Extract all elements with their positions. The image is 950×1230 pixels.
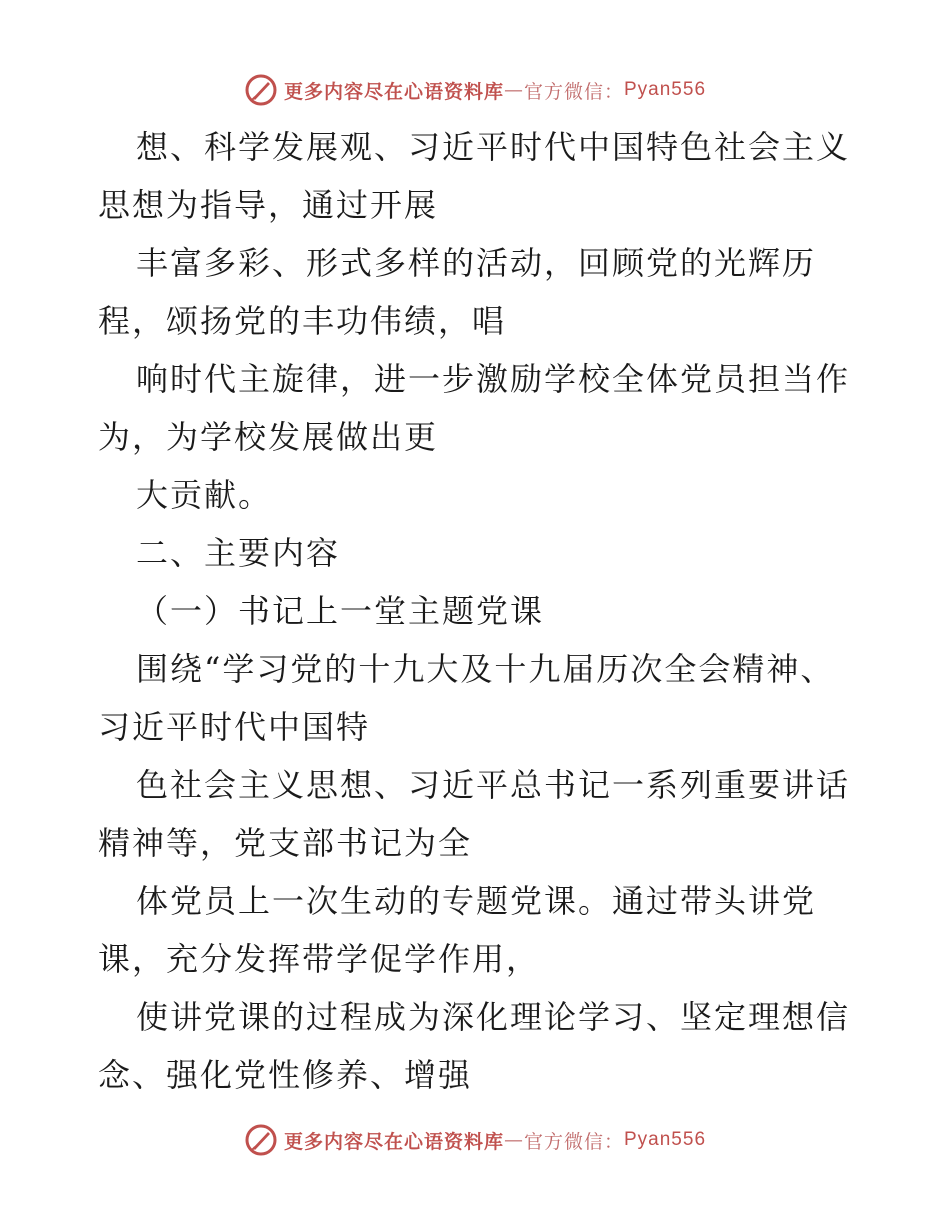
feather-pen-circle-icon <box>244 1123 278 1157</box>
section-heading: 二、主要内容 <box>136 534 341 572</box>
watermark-id: Pyan556 <box>624 1129 707 1150</box>
text-line: 体党员上一次生动的专题党课。通过带头讲党 <box>136 882 817 920</box>
text-line: 课，充分发挥带学促学作用， <box>98 940 541 978</box>
text-line: 为，为学校发展做出更 <box>98 418 439 456</box>
text-line: 习近平时代中国特 <box>98 708 371 746</box>
footer-watermark <box>0 1120 950 1160</box>
watermark-id: Pyan556 <box>624 79 707 100</box>
watermark-separator: — <box>503 79 524 101</box>
watermark-label: 官方微信： <box>523 80 624 103</box>
text-line: 使讲党课的过程成为深化理论学习、坚定理想信 <box>136 998 851 1036</box>
feather-pen-circle-icon <box>244 73 278 107</box>
text-line: 响时代主旋律，进一步激励学校全体党员担当作 <box>136 360 851 398</box>
text-line: 念、强化党性修养、增强 <box>98 1056 473 1094</box>
text-line: 大贡献。 <box>136 476 273 514</box>
watermark-label: 官方微信： <box>523 1130 624 1153</box>
header-watermark <box>0 70 950 110</box>
watermark-brand: 更多内容尽在心语资料库 <box>283 1130 504 1153</box>
watermark-brand: 更多内容尽在心语资料库 <box>283 80 504 103</box>
text-line: 色社会主义思想、习近平总书记一系列重要讲话 <box>136 766 851 804</box>
text-line: 丰富多彩、形式多样的活动，回顾党的光辉历 <box>136 244 817 282</box>
text-line: 想、科学发展观、习近平时代中国特色社会主义 <box>136 128 851 166</box>
text-line: 思想为指导，通过开展 <box>98 186 439 224</box>
document-body <box>98 118 858 1104</box>
text-line: 程，颂扬党的丰功伟绩，唱 <box>98 302 507 340</box>
subsection-heading: （一）书记上一堂主题党课 <box>136 592 545 630</box>
watermark-separator: — <box>503 1129 524 1151</box>
text-line: 围绕“学习党的十九大及十九届历次全会精神、 <box>136 650 835 688</box>
text-line: 精神等，党支部书记为全 <box>98 824 473 862</box>
